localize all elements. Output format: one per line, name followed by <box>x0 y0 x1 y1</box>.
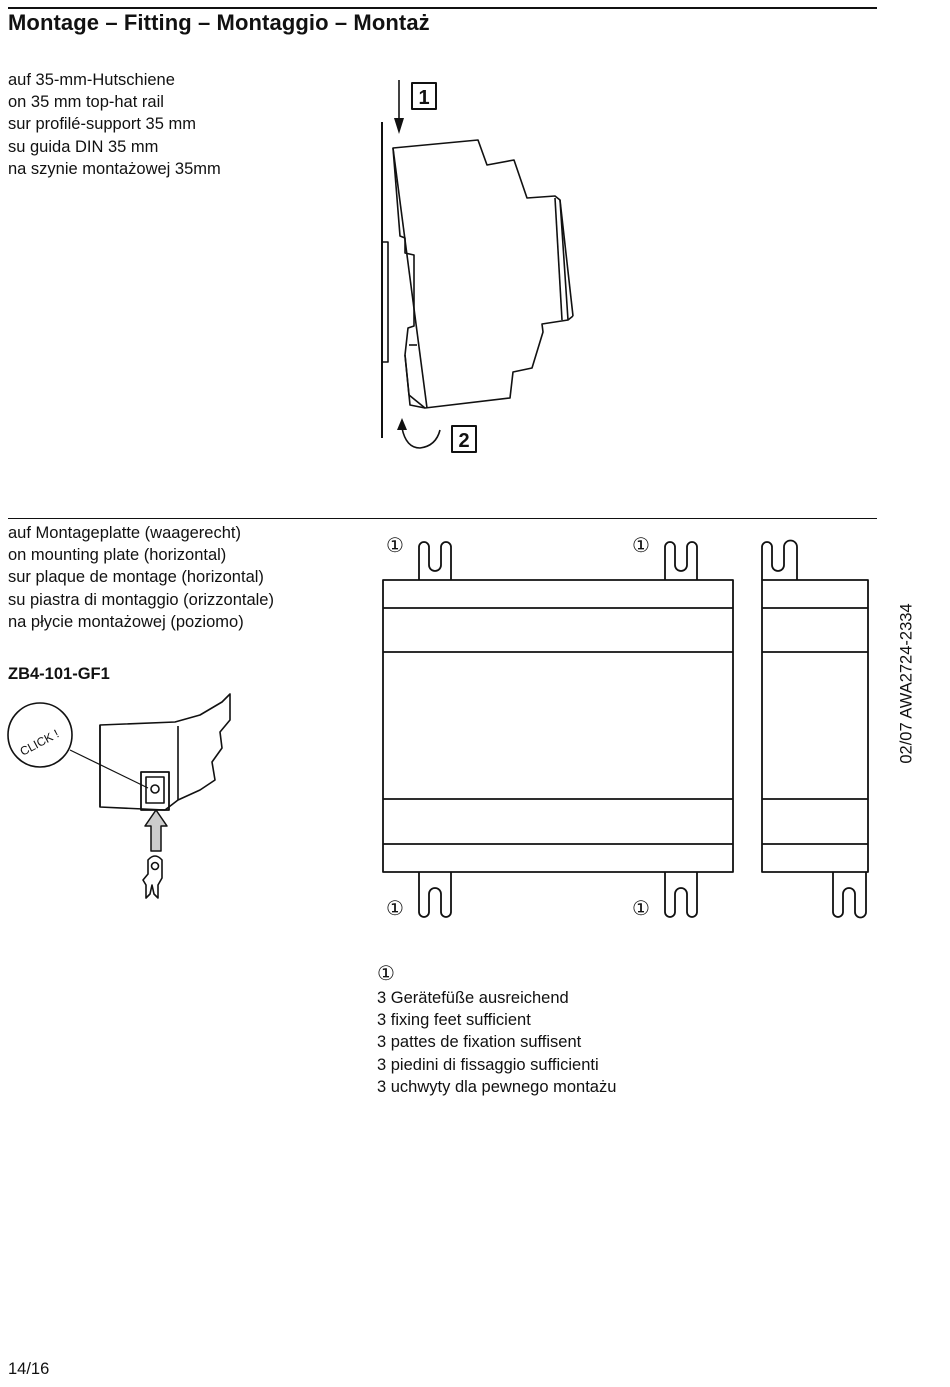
section-rule <box>8 518 877 519</box>
page-number: 14/16 <box>8 1360 50 1378</box>
rail-line-it: su guida DIN 35 mm <box>8 137 159 156</box>
step-1-label: 1 <box>418 87 430 109</box>
mounting-plate-diagram <box>0 520 950 920</box>
rail-mount-diagram <box>0 0 950 480</box>
callout-top-2: ① <box>632 535 650 557</box>
fixing-foot-bottom-3 <box>833 872 866 918</box>
callout-top-1: ① <box>386 535 404 557</box>
page-title: Montage – Fitting – Montaggio – Montaż <box>8 10 430 35</box>
accessory-model: ZB4-101-GF1 <box>8 665 110 683</box>
fixing-foot-top-1 <box>419 542 451 580</box>
click-label: CLICK ! <box>17 726 62 759</box>
plate-line-pl: na płycie montażowej (poziomo) <box>8 612 244 631</box>
fixing-foot-top-2 <box>665 542 697 580</box>
legend-line-it: 3 piedini di fissaggio sufficienti <box>377 1055 599 1074</box>
fixing-foot-top-3 <box>762 541 797 581</box>
rail-line-fr: sur profilé-support 35 mm <box>8 115 196 134</box>
plate-line-it: su piastra di montaggio (orizzontale) <box>8 590 274 609</box>
document-code: 02/07 AWA2724-2334 <box>897 603 916 764</box>
rail-line-de: auf 35-mm-Hutschiene <box>8 71 175 89</box>
legend-marker: ① <box>377 963 395 985</box>
rail-line-pl: na szynie montażowej 35mm <box>8 159 221 178</box>
legend-text <box>377 987 616 1098</box>
legend-line-pl: 3 uchwyty dla pewnego montażu <box>377 1077 617 1096</box>
legend-line-en: 3 fixing feet sufficient <box>377 1011 531 1030</box>
callout-bottom-1: ① <box>386 898 404 920</box>
fixing-foot-bottom-1 <box>419 872 451 917</box>
plate-line-de: auf Montageplatte (waagerecht) <box>8 524 241 542</box>
legend-line-de: 3 Gerätefüße ausreichend <box>377 989 569 1007</box>
plate-line-fr: sur plaque de montage (horizontal) <box>8 568 264 587</box>
step-2-label: 2 <box>458 430 470 452</box>
fixing-foot-bottom-2 <box>665 872 697 917</box>
callout-bottom-2: ① <box>632 898 650 920</box>
legend-line-fr: 3 pattes de fixation suffisent <box>377 1033 582 1052</box>
plate-line-en: on mounting plate (horizontal) <box>8 546 227 565</box>
rail-line-en: on 35 mm top-hat rail <box>8 93 164 112</box>
